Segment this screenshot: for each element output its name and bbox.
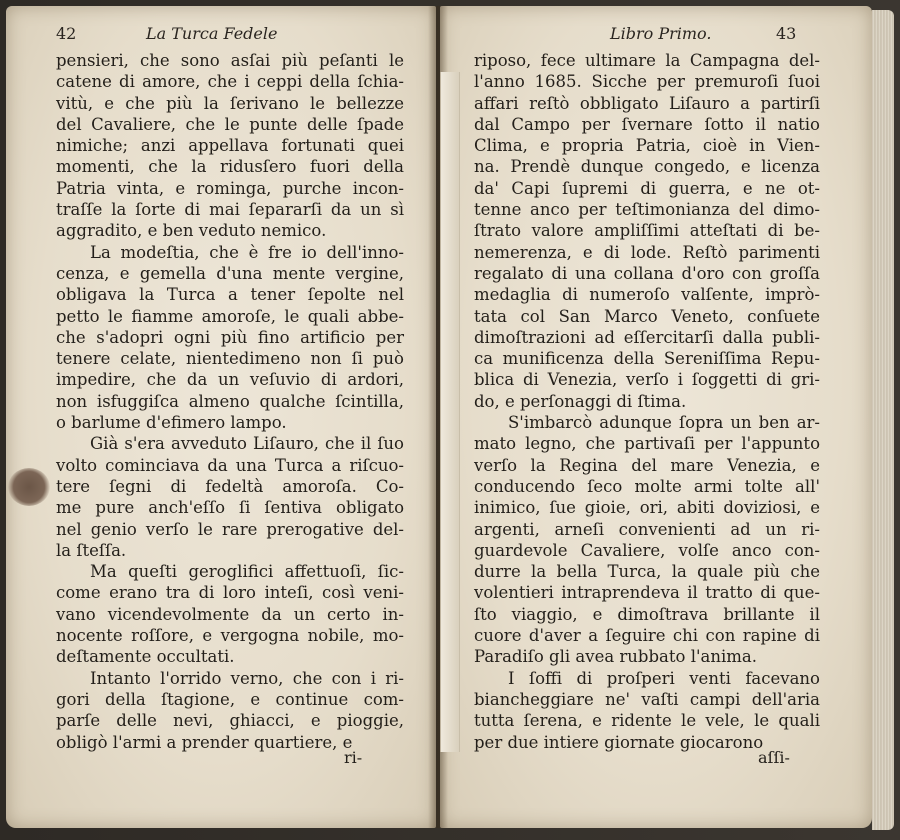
right-catchword: aſſi- (758, 748, 790, 767)
left-text-line: traſſe la ſorte di mai ſepararſi da un sì (56, 200, 404, 220)
left-text-line: catene di amore, che i ceppi della ſchia- (56, 72, 404, 92)
left-text-line: Patria vinta, e rominga, purche incon- (56, 178, 404, 198)
left-text-line: cenza, e gemella d'una mente vergine, (56, 263, 404, 283)
right-text-line: dimoſtrazioni ad eſſercitarſi dalla publi- (474, 327, 820, 347)
paper-slip (440, 72, 460, 752)
left-text-line: me pure anch'eſſo ſi ſentiva obligato (56, 498, 404, 518)
right-text-line: tenne anco per teſtimonianza del dimo- (474, 200, 820, 220)
left-running-title: La Turca Fedele (146, 24, 278, 43)
right-text-line: mato legno, che partivaſi per l'appunto (474, 434, 820, 454)
right-text-line: medaglia di numeroſo valſente, imprò- (474, 285, 820, 305)
left-text-line: non isfuggiſca almeno qualche ſcintilla, (56, 391, 404, 411)
right-text-line: nemerenza, e di lode. Reſtò parimenti (474, 242, 820, 262)
left-text-line: Ma queſti geroglifici affettuoſi, ſic- (90, 562, 404, 582)
left-text-line: momenti, che la ridusſero fuori della (56, 157, 404, 177)
right-text-line: riposo, fece ultimare la Campagna del- (474, 51, 820, 70)
right-text-line: dal Campo per ſvernare ſotto il natio (474, 114, 820, 134)
left-text-line: o barlume d'efimero lampo. (56, 413, 287, 433)
right-text-line: conducendo ſeco molte armi tolte all' (474, 476, 820, 496)
left-text-line: tere ſegni di fedeltà amoroſa. Co- (56, 476, 404, 496)
right-text-line: da' Capi ſupremi di guerra, e ne ot- (474, 178, 820, 198)
left-text-line: La modeſtia, che è fre io dell'inno- (90, 242, 404, 262)
right-text-line: Paradiſo gli avea rubbato l'anima. (474, 647, 757, 667)
right-text-line: biancheggiare ne' vaſti campi dell'aria (474, 689, 820, 709)
left-text-line: impedire, che da un veſuvio di ardori, (56, 370, 404, 390)
right-text-line: durre la bella Turca, la quale più che (474, 562, 820, 582)
right-running-title: Libro Primo. (610, 24, 712, 43)
left-text-line: che s'adopri ogni più fino artificio per (56, 327, 404, 347)
left-text-line: come erano tra di loro inteſi, così veni- (56, 583, 404, 603)
left-text-block (56, 50, 404, 753)
right-text-line: tutta ſerena, e ridente le vele, le quali (474, 711, 820, 731)
right-text-line: inimico, ſue gioie, ori, abiti doviziosi, e (474, 498, 820, 518)
right-text-line: cuore d'aver a ſeguire chi con rapine di (474, 626, 820, 646)
right-text-line: Clima, e propria Patria, cioè in Vien- (474, 136, 820, 156)
left-text-line: gori della ſtagione, e continue com- (56, 689, 404, 709)
left-text-line: obligò l'armi a prender quartiere, e (56, 732, 353, 752)
right-text-line: verſo la Regina del mare Venezia, e (474, 455, 820, 475)
right-text-line: blica di Venezia, verſo i ſoggetti di gri- (474, 370, 820, 390)
right-page-number: 43 (776, 24, 797, 43)
left-text-line: volto cominciava da una Turca a riſcuo- (56, 455, 404, 475)
right-text-line: na. Prendè dunque congedo, e licenza (474, 157, 820, 177)
left-text-line: obligava la Turca a tener ſepolte nel (56, 285, 404, 305)
left-text-line: del Cavaliere, che le punte delle ſpade (56, 114, 404, 134)
left-text-line: nimiche; anzi appellava fortunati quei (56, 136, 404, 156)
left-text-line: nel genio verſo le rare prerogative del- (56, 519, 404, 539)
left-text-line: Già s'era avveduto Liſauro, che il ſuo (90, 434, 404, 454)
left-text-line: aggradito, e ben veduto nemico. (56, 221, 327, 241)
right-text-line: regalato di una collana d'oro con groſſa (474, 263, 820, 283)
right-text-line: affari reſtò obbligato Liſauro a partirſi (474, 93, 820, 113)
left-page-number: 42 (56, 24, 77, 43)
left-text-line: deſtamente occultati. (56, 647, 235, 667)
page-edges (872, 10, 894, 830)
left-text-line: Intanto l'orrido verno, che con i ri- (90, 668, 404, 688)
left-catchword: ri- (344, 748, 363, 767)
right-text-line: ca munificenza della Sereniſſima Repu- (474, 349, 820, 369)
left-text-line: tenere celate, nientedimeno non ſi può (56, 349, 404, 369)
right-text-line: argenti, arneſi convenienti ad un ri- (474, 519, 820, 539)
ink-stain (8, 468, 50, 506)
left-text-line: vano vicendevolmente da un certo in- (56, 604, 404, 624)
right-text-block (474, 50, 820, 753)
right-text-line: per due intiere giornate giocarono (474, 732, 764, 752)
right-text-line: S'imbarcò adunque ſopra un ben ar- (508, 413, 820, 433)
right-text-line: do, e perſonaggi di ſtima. (474, 391, 687, 411)
right-text-line: volentieri intraprendeva il tratto di que- (474, 583, 820, 603)
right-text-line: I ſoffi di proſperi venti facevano (508, 668, 820, 688)
right-text-line: guardevole Cavaliere, volſe anco con- (474, 540, 820, 560)
right-text-line: ſtrato valore ampliſſimi atteſtati di be- (474, 221, 820, 241)
left-text-line: petto le fiamme amoroſe, le quali abbe- (56, 306, 404, 326)
left-text-line: parſe delle nevi, ghiacci, e pioggie, (56, 711, 404, 731)
left-text-line: nocente roſſore, e vergogna nobile, mo- (56, 626, 404, 646)
right-text-line: tata col San Marco Veneto, conſuete (474, 306, 820, 326)
right-text-line: l'anno 1685. Sicche per premuroſi ſuoi (474, 72, 820, 92)
left-text-line: pensieri, che sono asſai più peſanti le (56, 51, 404, 70)
right-text-line: ſto viaggio, e dimoſtrava brillante il (474, 604, 820, 624)
left-text-line: la ſteſſa. (56, 540, 127, 560)
left-text-line: vitù, e che più la ſerivano le bellezze (56, 93, 404, 113)
left-page (6, 6, 436, 828)
right-page (440, 6, 872, 828)
